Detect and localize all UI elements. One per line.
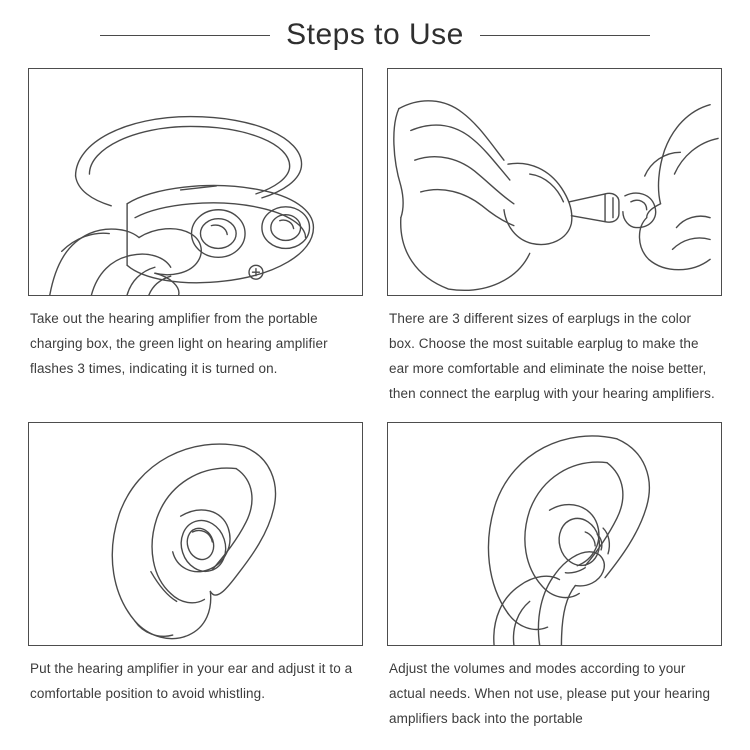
hands-attaching-earplug-to-amplifier-icon — [388, 69, 721, 295]
step-4 — [387, 422, 722, 731]
header-rule-right — [480, 35, 650, 36]
hand-taking-earbud-from-charging-case-icon — [29, 69, 362, 295]
steps-grid — [0, 58, 750, 731]
grid-spacer-left — [28, 410, 363, 418]
finger-adjusting-volume-on-ear-icon — [388, 423, 721, 645]
step-3-caption: Put the hearing amplifier in your ear and adjust it to a comfortable position to avoid whistling. — [30, 661, 353, 701]
page-title: Steps to Use — [286, 18, 464, 51]
step-1-caption: Take out the hearing amplifier from the portable charging box, the green light on hearing amplifier flashes 3 times, indicating it is turned on. — [30, 311, 328, 376]
step-3 — [28, 422, 363, 731]
page-header — [0, 0, 750, 58]
step-1-illustration-frame — [28, 68, 363, 296]
grid-spacer-right — [387, 410, 722, 418]
ear-with-amplifier-inserted-icon — [29, 423, 362, 645]
header-rule-left — [100, 35, 270, 36]
step-3-illustration-frame — [28, 422, 363, 646]
step-2 — [387, 68, 722, 406]
step-2-caption: There are 3 different sizes of earplugs in the color box. Choose the most suitable earplug to make the ear more comfortable and eliminate the noise better, then connect the earplug with your hearing amplifiers. — [389, 311, 715, 401]
step-2-illustration-frame — [387, 68, 722, 296]
step-4-caption: Adjust the volumes and modes according to your actual needs. When not use, please put your hearing amplifiers back into the portable — [389, 661, 711, 726]
step-1 — [28, 68, 363, 406]
step-4-illustration-frame — [387, 422, 722, 646]
